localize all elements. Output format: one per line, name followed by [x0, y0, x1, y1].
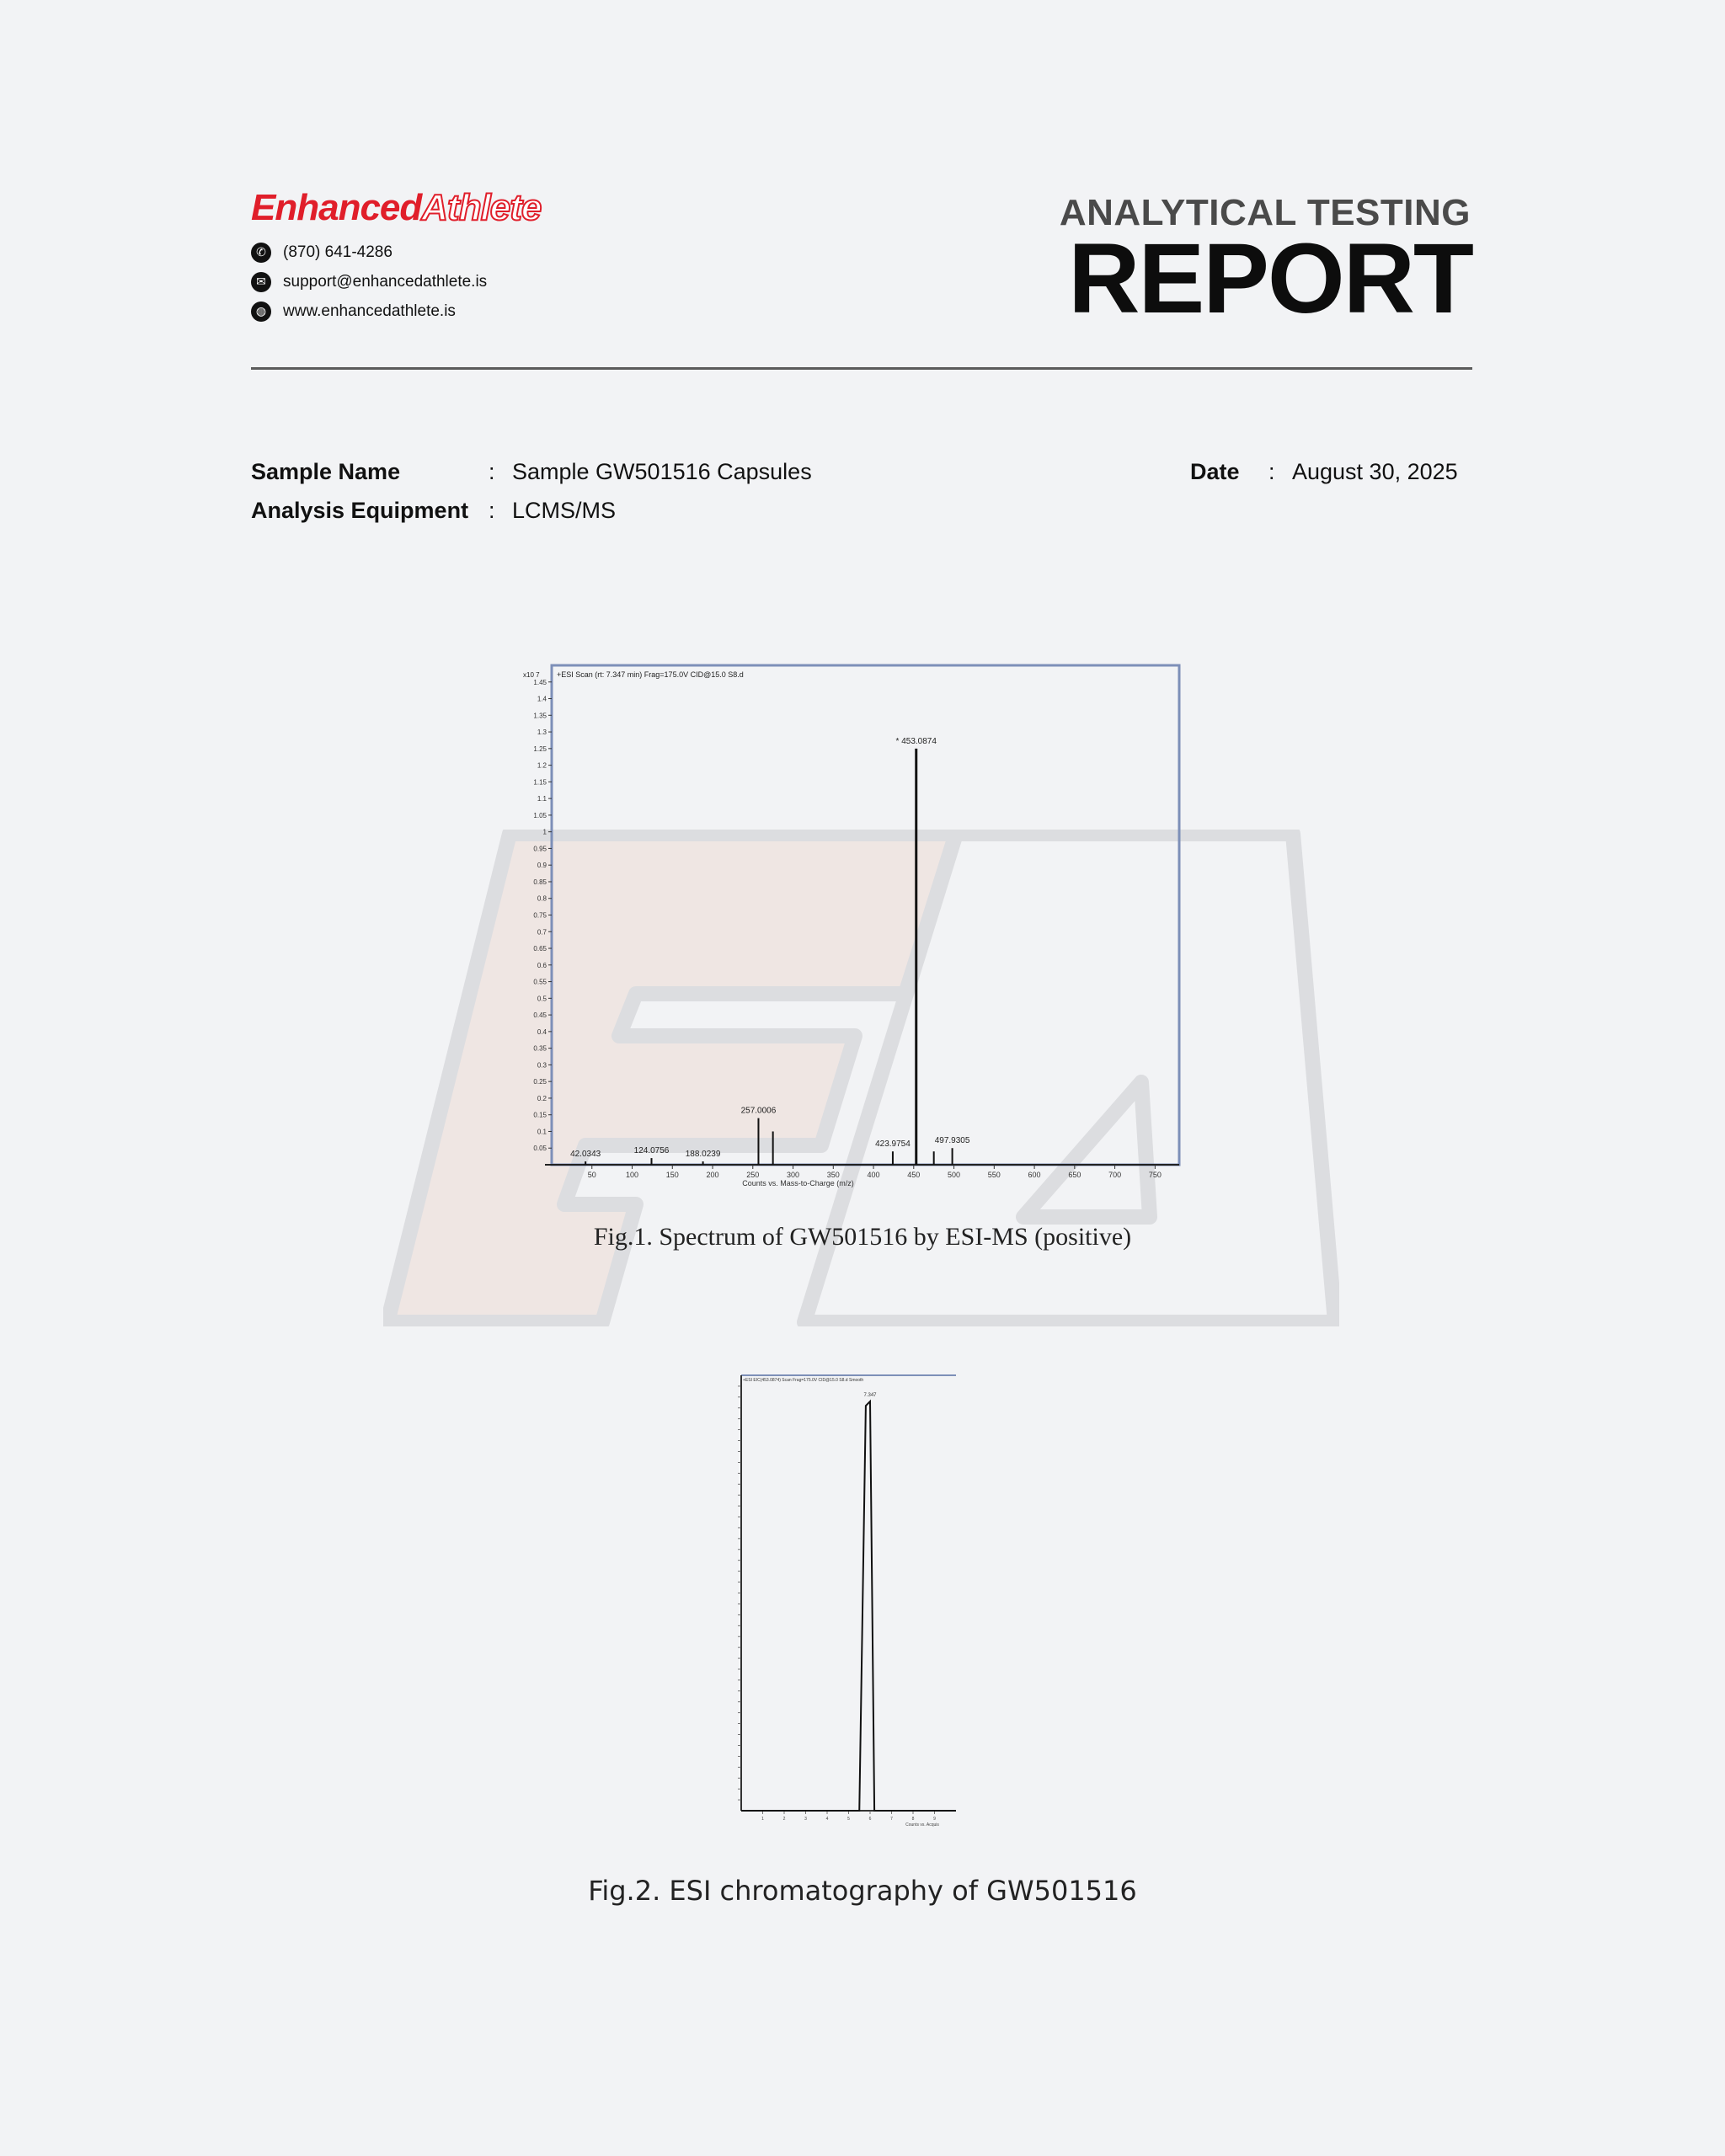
y-tick-label: 0.05: [533, 1145, 547, 1153]
y-tick-label: 0.9: [537, 862, 547, 870]
ms-spectrum-chart: [518, 661, 1183, 1187]
phone-text: (870) 641-4286: [283, 243, 393, 261]
x-tick-label: 500: [948, 1171, 961, 1179]
y-tick-label: 0.85: [533, 878, 547, 886]
x-tick-label: 450: [907, 1171, 921, 1179]
peak-label: 257.0006: [740, 1106, 777, 1116]
peak-label: 423.9754: [875, 1139, 911, 1150]
x-axis-label: Counts vs. Acquis: [905, 1822, 939, 1828]
y-tick-label: 1.25: [533, 744, 547, 753]
x-tick-label: 7: [890, 1817, 893, 1822]
y-tick-label: 1: [542, 828, 547, 836]
brand-name-part1: Enhanced: [251, 187, 422, 228]
x-tick-label: 600: [1028, 1171, 1041, 1179]
equipment-label: Analysis Equipment: [251, 498, 469, 523]
peak-label: 7.347: [863, 1393, 877, 1399]
report-title-line2: REPORT: [1068, 223, 1472, 334]
email-icon: ✉: [251, 272, 271, 292]
peak-label: 188.0239: [685, 1150, 721, 1160]
y-tick-label: 1.15: [533, 778, 547, 787]
y-tick-label: 0.4: [537, 1027, 547, 1036]
header-divider: [251, 367, 1472, 370]
y-tick-label: 0.15: [533, 1111, 547, 1119]
x-tick-label: 400: [867, 1171, 880, 1179]
sample-name-label: Sample Name: [251, 459, 401, 484]
y-tick-label: 1.45: [533, 678, 547, 686]
x-tick-label: 300: [787, 1171, 800, 1179]
equipment-sep: :: [489, 498, 495, 523]
contact-website: [251, 296, 487, 326]
y-tick-label: 0.55: [533, 978, 547, 986]
x-tick-label: 100: [625, 1171, 639, 1179]
x-tick-label: 650: [1068, 1171, 1081, 1179]
contact-email: [251, 267, 487, 296]
peak-label: * 453.0874: [895, 736, 937, 746]
sample-name-value: Sample GW501516 Capsules: [512, 459, 812, 484]
email-text: support@enhancedathlete.is: [283, 272, 488, 291]
website-text: www.enhancedathlete.is: [283, 302, 456, 320]
chart-title: +ESI EIC(453.0874) Scan Frag=175.0V CID@15.0 S8.d Smooth: [743, 1378, 864, 1383]
y-tick-label: 0.45: [533, 1011, 547, 1020]
x-tick-label: 150: [665, 1171, 679, 1179]
chart-title: +ESI Scan (rt: 7.347 min) Frag=175.0V CID@15.0 S8.d: [557, 670, 744, 679]
y-tick-label: 0.2: [537, 1094, 547, 1102]
figure1-caption: Fig.1. Spectrum of GW501516 by ESI-MS (positive): [593, 1223, 1132, 1251]
y-tick-label: 0.75: [533, 911, 547, 920]
plot-frame: [552, 665, 1179, 1165]
x-tick-label: 5: [847, 1817, 850, 1822]
y-tick-label: 0.8: [537, 894, 547, 903]
x-tick-label: 1: [761, 1817, 764, 1822]
y-tick-label: 1.3: [537, 728, 547, 737]
y-tick-label: 1.1: [537, 795, 547, 803]
x-tick-label: 700: [1108, 1171, 1122, 1179]
y-tick-label: 1.35: [533, 712, 547, 720]
x-tick-label: 6: [868, 1817, 872, 1822]
y-tick-label: 0.3: [537, 1061, 547, 1070]
x-tick-label: 200: [706, 1171, 719, 1179]
peak-label: 42.0343: [570, 1150, 601, 1160]
x-tick-label: 3: [804, 1817, 807, 1822]
x-tick-label: 2: [782, 1817, 786, 1822]
sample-name-sep: :: [489, 459, 495, 484]
x-tick-label: 550: [987, 1171, 1001, 1179]
peak-label: 124.0756: [633, 1146, 670, 1156]
y-tick-label: 0.5: [537, 995, 547, 1003]
y-tick-label: 1.05: [533, 811, 547, 819]
x-tick-label: 250: [746, 1171, 760, 1179]
y-tick-label: 0.95: [533, 845, 547, 853]
y-tick-label: 1.4: [537, 695, 547, 703]
x-tick-label: 8: [911, 1817, 915, 1822]
report-title-line1: ANALYTICAL TESTING: [1059, 192, 1471, 233]
y-tick-label: 1.2: [537, 761, 547, 770]
y-tick-label: 0.1: [537, 1128, 547, 1136]
x-axis-label: Counts vs. Mass-to-Charge (m/z): [742, 1179, 854, 1187]
date-label: Date: [1190, 459, 1240, 484]
brand-logo: [251, 187, 541, 229]
date-value: August 30, 2025: [1292, 459, 1458, 484]
contact-phone: [251, 237, 487, 267]
x-tick-label: 4: [825, 1817, 829, 1822]
y-tick-label: 0.7: [537, 928, 547, 937]
chromatogram-trace: [741, 1401, 956, 1811]
peak-label: 497.9305: [934, 1136, 970, 1146]
figure2-caption: Fig.2. ESI chromatography of GW501516: [588, 1875, 1137, 1907]
chromatogram-chart: [720, 1369, 960, 1832]
equipment-value: LCMS/MS: [512, 498, 617, 523]
x-tick-label: 350: [826, 1171, 840, 1179]
x-tick-label: 750: [1148, 1171, 1162, 1179]
globe-icon: ◍: [251, 302, 271, 322]
y-tick-label: 0.25: [533, 1078, 547, 1086]
brand-name-part2: Athlete: [421, 187, 542, 228]
x-tick-label: 50: [587, 1171, 596, 1179]
date-sep: :: [1268, 459, 1275, 484]
phone-icon: ✆: [251, 243, 271, 263]
y-tick-label: 0.35: [533, 1044, 547, 1053]
x-tick-label: 9: [933, 1817, 936, 1822]
y-axis-label: x10 7: [523, 671, 540, 679]
contact-info: [251, 237, 487, 326]
y-tick-label: 0.6: [537, 961, 547, 969]
y-tick-label: 0.65: [533, 945, 547, 953]
